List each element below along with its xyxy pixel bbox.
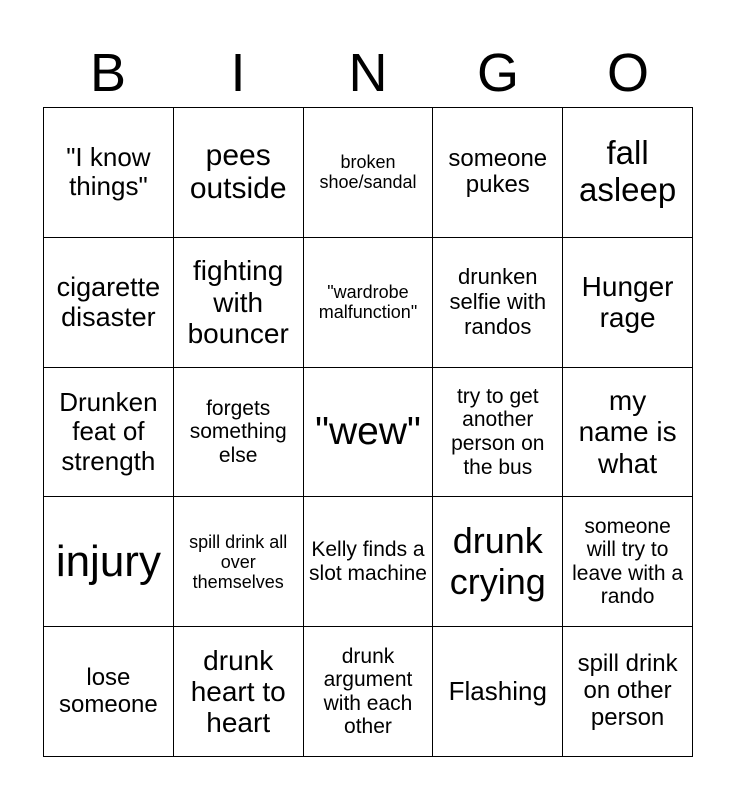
cell-text: lose someone <box>59 663 158 718</box>
bingo-cell[interactable] <box>433 238 563 368</box>
bingo-cell[interactable] <box>174 627 304 757</box>
cell-text: spill drink on other person <box>577 650 678 732</box>
cell-text: Flashing <box>448 676 547 707</box>
bingo-cell[interactable] <box>304 108 434 238</box>
header-letter-o: O <box>606 43 649 103</box>
bingo-cell[interactable] <box>304 368 434 498</box>
cell-text: drunken selfie with randos <box>449 264 547 339</box>
bingo-cell[interactable] <box>44 497 174 627</box>
cell-text: my name is what <box>578 384 677 479</box>
bingo-cell[interactable] <box>174 108 304 238</box>
bingo-cell[interactable] <box>44 368 174 498</box>
bingo-cell[interactable] <box>563 108 693 238</box>
cell-text: Drunken feat of strength <box>59 387 158 476</box>
bingo-cell[interactable] <box>563 497 693 627</box>
cell-text: fall asleep <box>578 134 677 209</box>
cell-text: fighting with bouncer <box>187 255 289 349</box>
bingo-header <box>43 40 693 106</box>
cell-text: drunk crying <box>449 520 546 602</box>
bingo-cell[interactable] <box>563 627 693 757</box>
bingo-cell[interactable] <box>174 368 304 498</box>
bingo-grid <box>43 107 693 757</box>
header-letter-b: B <box>89 43 127 103</box>
cell-text: Kelly finds a slot machine <box>309 538 427 585</box>
cell-text: broken shoe/sandal <box>319 152 417 193</box>
cell-text: injury <box>55 537 161 587</box>
header-letter-g: G <box>476 43 519 103</box>
bingo-cell[interactable] <box>174 497 304 627</box>
bingo-cell[interactable] <box>304 497 434 627</box>
cell-text: drunk argument with each other <box>323 644 413 739</box>
bingo-cell[interactable] <box>44 627 174 757</box>
cell-text: drunk heart to heart <box>190 644 286 739</box>
bingo-cell[interactable] <box>304 238 434 368</box>
bingo-cell[interactable] <box>44 108 174 238</box>
cell-text: cigarette disaster <box>56 271 161 333</box>
cell-text: pees outside <box>189 138 287 206</box>
bingo-cell[interactable] <box>44 238 174 368</box>
bingo-cell[interactable] <box>174 238 304 368</box>
cell-text: try to get another person on the bus <box>451 384 545 479</box>
cell-text: Hunger rage <box>581 270 674 334</box>
cell-text: someone pukes <box>448 144 548 199</box>
cell-text: "I know things" <box>66 142 151 202</box>
cell-text: forgets something else <box>189 396 287 467</box>
bingo-cell[interactable] <box>563 238 693 368</box>
cell-text: "wardrobe malfunction" <box>318 282 418 323</box>
cell-text: "wew" <box>315 410 421 454</box>
header-letter-n: N <box>348 43 388 103</box>
cell-text: someone will try to leave with a rando <box>572 514 684 609</box>
bingo-cell[interactable] <box>433 497 563 627</box>
bingo-cell[interactable] <box>433 627 563 757</box>
bingo-cell[interactable] <box>433 108 563 238</box>
bingo-cell[interactable] <box>563 368 693 498</box>
bingo-cell[interactable] <box>304 627 434 757</box>
header-letter-i: I <box>230 43 246 103</box>
bingo-cell[interactable] <box>433 368 563 498</box>
cell-text: spill drink all over themselves <box>189 531 288 592</box>
